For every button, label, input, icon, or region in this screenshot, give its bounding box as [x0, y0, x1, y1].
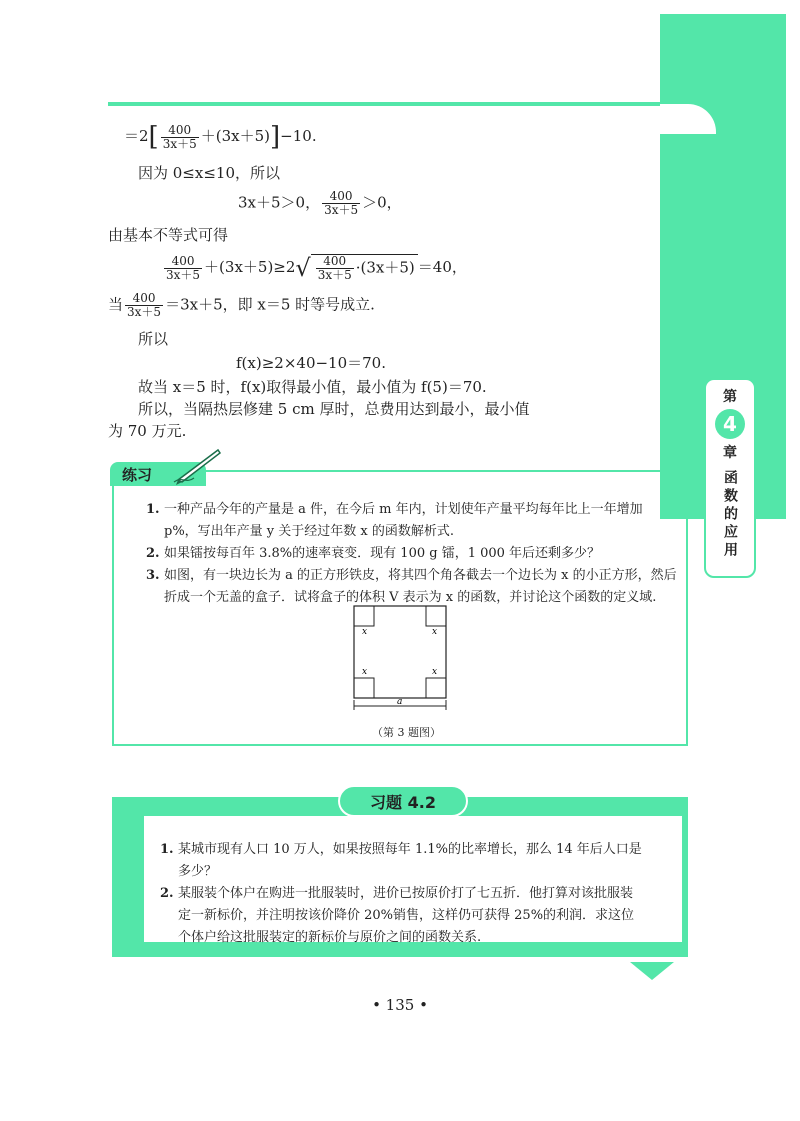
problem-item-2-cont2: 个体户给这批服装定的新标价与原价之间的函数关系.: [178, 930, 482, 945]
proof-line-6: 当 $\frac{400}{3x+5}$ ＝3x＋5，即 x＝5 时等号成立.: [108, 291, 375, 319]
x-label: x: [362, 627, 368, 637]
x-label: x: [432, 627, 438, 637]
pen-icon: [172, 446, 224, 486]
square-sheet-diagram: [352, 604, 448, 724]
a-label: a: [397, 697, 403, 707]
proof-line-2: 因为 0≤x≤10，所以: [138, 164, 280, 182]
exercise-label: 练习: [110, 462, 206, 486]
chapter-tab-top: 第: [723, 389, 737, 405]
exercise-item-3: 3. 如图，有一块边长为 a 的正方形铁皮，将其四个角各截去一个边长为 x 的小正方形，然后: [146, 568, 677, 583]
proof-line-4: 由基本不等式可得: [108, 226, 229, 244]
chapter-title: 函数的应用: [722, 470, 738, 560]
proof-line-11: 为 70 万元.: [108, 422, 187, 440]
diagram-caption: （第 3 题图）: [372, 726, 441, 739]
problem-set-body: [144, 816, 682, 942]
x-label: x: [432, 667, 438, 677]
problem-item-1: 1. 某城市现有人口 10 万人，如果按照每年 1.1%的比率增长，那么 14 年后人口是: [160, 842, 642, 857]
exercise-item-2: 2. 如果镭按每百年 3.8%的速率衰变．现有 100 g 镭，1 000 年后还剩多少？: [146, 546, 601, 561]
proof-line-8: f(x)≥2×40−10＝70.: [236, 354, 386, 372]
page-number: • 135 •: [372, 996, 428, 1014]
proof-line-9: 故当 x＝5 时，f(x)取得最小值，最小值为 f(5)＝70.: [138, 378, 487, 396]
proof-line-5: $\frac{400}{3x+5}$ ＋(3x＋5)≥2√ $\frac{400}{3x+5}$ ·(3x＋5) ＝40，: [166, 253, 467, 282]
proof-line-10: 所以，当隔热层修建 5 cm 厚时，总费用达到最小，最小值: [138, 400, 530, 418]
proof-line-7: 所以: [138, 330, 169, 348]
chapter-number: 4: [715, 409, 745, 439]
problem-set-title: 习题 4.2: [338, 785, 468, 817]
exercise-item-1-cont: p%，写出年产量 y 关于经过年数 x 的函数解析式.: [164, 524, 455, 539]
problem-item-2: 2. 某服装个体户在购进一批服装时，进价已按原价打了七五折．他打算对该批服装: [160, 886, 634, 901]
problem-item-1-cont: 多少？: [178, 864, 218, 879]
chapter-tab: [704, 378, 756, 578]
chapter-tab-bottom: 章: [723, 445, 737, 461]
top-frame-line: [108, 102, 668, 106]
corner-triangle: [630, 962, 674, 980]
exercise-item-1: 1. 一种产品今年的产量是 a 件，在今后 m 年内，计划使年产量平均每年比上一年增加: [146, 502, 643, 517]
proof-line-1: ＝2[ $\frac{400}{3x+5}$ ＋(3x＋5)]−10.: [124, 122, 317, 152]
proof-line-3: 3x＋5＞0， $\frac{400}{3x+5}$ ＞0，: [238, 189, 402, 217]
x-label: x: [362, 667, 368, 677]
problem-item-2-cont: 定一新标价，并注明按该价降价 20%销售，这样仍可获得 25%的利润．求这位: [178, 908, 635, 923]
exercise-item-3-cont: 折成一个无盖的盒子．试将盒子的体积 V 表示为 x 的函数，并讨论这个函数的定义域.: [164, 590, 657, 605]
